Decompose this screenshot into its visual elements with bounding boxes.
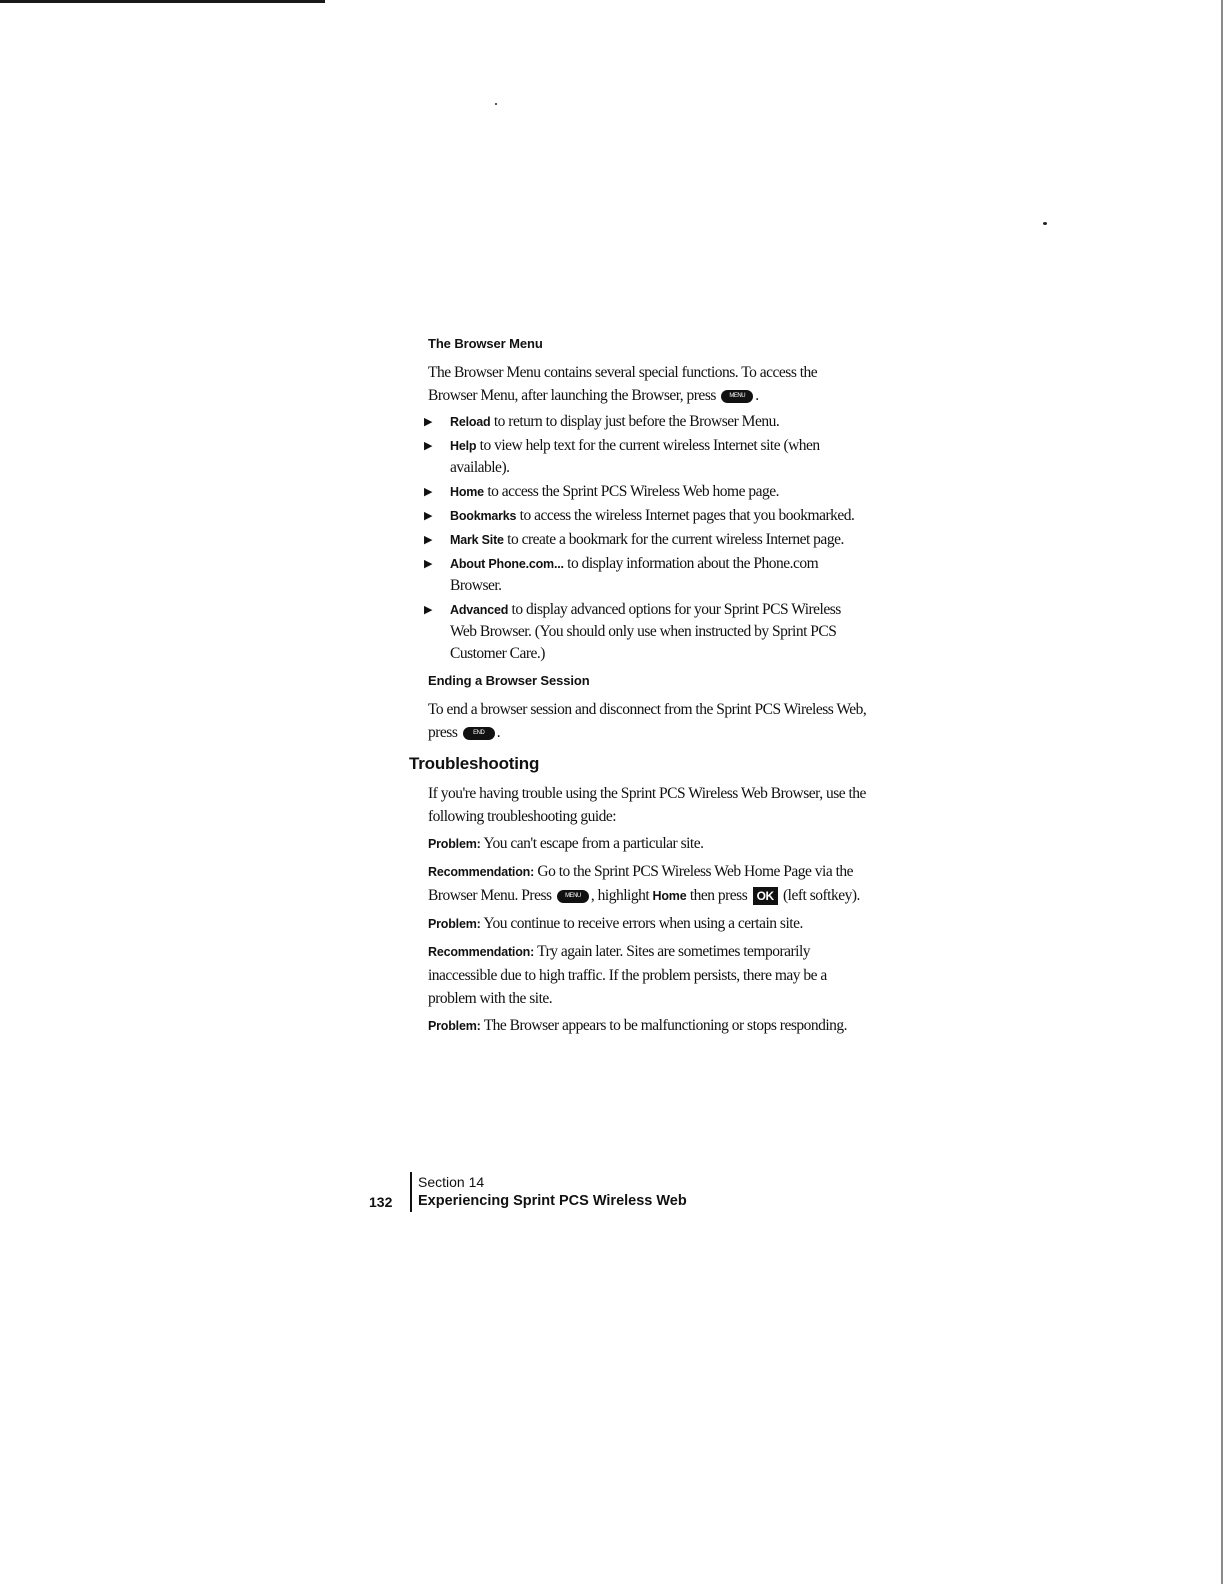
recommendation-text: Go to the Sprint PCS Wireless Web Home Page via the Browser Menu. Press: [428, 863, 854, 904]
problem-text: You continue to receive errors when using a certain site.: [483, 915, 803, 932]
bullet-arrow-icon: ▶: [424, 533, 432, 546]
menu-term: Home: [450, 485, 484, 499]
footer-title: Experiencing Sprint PCS Wireless Web: [418, 1193, 687, 1209]
intro-text: The Browser Menu contains several special functions. To access the Browser Menu, after launching the Browser, press: [428, 364, 818, 404]
menu-desc: to access the Sprint PCS Wireless Web home page.: [483, 483, 779, 500]
bullet-arrow-icon: ▶: [424, 603, 432, 616]
troubleshooting-intro: If you're having trouble using the Sprint PCS Wireless Web Browser, use the following troubleshooting guide:: [428, 785, 866, 825]
recommendation-text: then press: [689, 887, 748, 904]
menu-desc: to display information about the Phone.com Browser.: [450, 555, 819, 594]
scan-edge-right: [1221, 0, 1223, 1584]
list-item: [424, 529, 868, 551]
scan-edge-top: [0, 0, 325, 3]
menu-term: Advanced: [450, 603, 509, 617]
problem-text: You can't escape from a particular site.: [483, 835, 704, 852]
page-number: 132: [369, 1194, 393, 1210]
problem-2: [428, 912, 868, 936]
home-term: Home: [652, 889, 687, 903]
browser-menu-heading: The Browser Menu: [428, 336, 543, 351]
list-item: [424, 411, 868, 433]
bullet-arrow-icon: ▶: [424, 485, 432, 498]
menu-term: Reload: [450, 415, 491, 429]
menu-term: About Phone.com...: [450, 557, 564, 571]
recommendation-label: Recommendation:: [428, 865, 535, 879]
ending-session-text: [428, 698, 868, 744]
ending-session-heading: Ending a Browser Session: [428, 673, 590, 688]
recommendation-text: , highlight: [590, 887, 650, 904]
problem-label: Problem:: [428, 917, 481, 931]
intro-text-end: .: [755, 387, 759, 404]
problem-label: Problem:: [428, 1019, 481, 1033]
bullet-arrow-icon: ▶: [424, 439, 432, 452]
scan-speck: [1043, 222, 1047, 225]
browser-menu-list: [424, 411, 868, 665]
list-item: [424, 481, 868, 503]
bullet-arrow-icon: ▶: [424, 557, 432, 570]
menu-desc: to display advanced options for your Sprint PCS Wireless Web Browser. (You should only use when instructed by Sprint PCS Customer Care.): [450, 601, 841, 662]
footer-divider: [410, 1172, 412, 1212]
menu-desc: to create a bookmark for the current wireless Internet page.: [503, 531, 844, 548]
recommendation-text: (left softkey).: [783, 887, 860, 904]
scan-speck: [495, 103, 497, 105]
ending-text: To end a browser session and disconnect from the Sprint PCS Wireless Web, press: [428, 701, 867, 741]
troubleshooting-heading: Troubleshooting: [409, 754, 540, 773]
menu-desc: to access the wireless Internet pages that you bookmarked.: [516, 507, 855, 524]
recommendation-text: Try again later. Sites are sometimes temporarily inaccessible due to high traffic. If the problem persists, there may be a problem with the site.: [428, 943, 827, 1007]
bullet-arrow-icon: ▶: [424, 415, 432, 428]
menu-term: Help: [450, 439, 477, 453]
menu-desc: to view help text for the current wireless Internet site (when available).: [450, 437, 820, 476]
recommendation-1: [428, 860, 868, 908]
menu-term: Bookmarks: [450, 509, 517, 523]
ending-text-end: .: [496, 724, 501, 741]
browser-menu-intro: [428, 361, 868, 407]
list-item: [424, 553, 868, 597]
menu-key-icon: MENU: [721, 390, 753, 403]
bullet-arrow-icon: ▶: [424, 509, 432, 522]
problem-label: Problem:: [428, 837, 481, 851]
menu-term: Mark Site: [450, 533, 504, 547]
footer-section: Section 14: [418, 1174, 485, 1190]
list-item: [424, 435, 868, 479]
problem-1: [428, 832, 868, 856]
recommendation-2: [428, 940, 868, 1010]
end-key-icon: END: [463, 727, 495, 740]
recommendation-label: Recommendation:: [428, 945, 535, 959]
menu-key-icon: MENU: [557, 890, 589, 903]
menu-desc: to return to display just before the Browser Menu.: [490, 413, 780, 430]
main-column: [409, 336, 868, 1042]
list-item: [424, 505, 868, 527]
problem-text: The Browser appears to be malfunctioning or stops responding.: [483, 1017, 848, 1034]
problem-3: [428, 1014, 868, 1038]
ok-key-icon: OK: [753, 887, 778, 905]
list-item: [424, 599, 868, 665]
